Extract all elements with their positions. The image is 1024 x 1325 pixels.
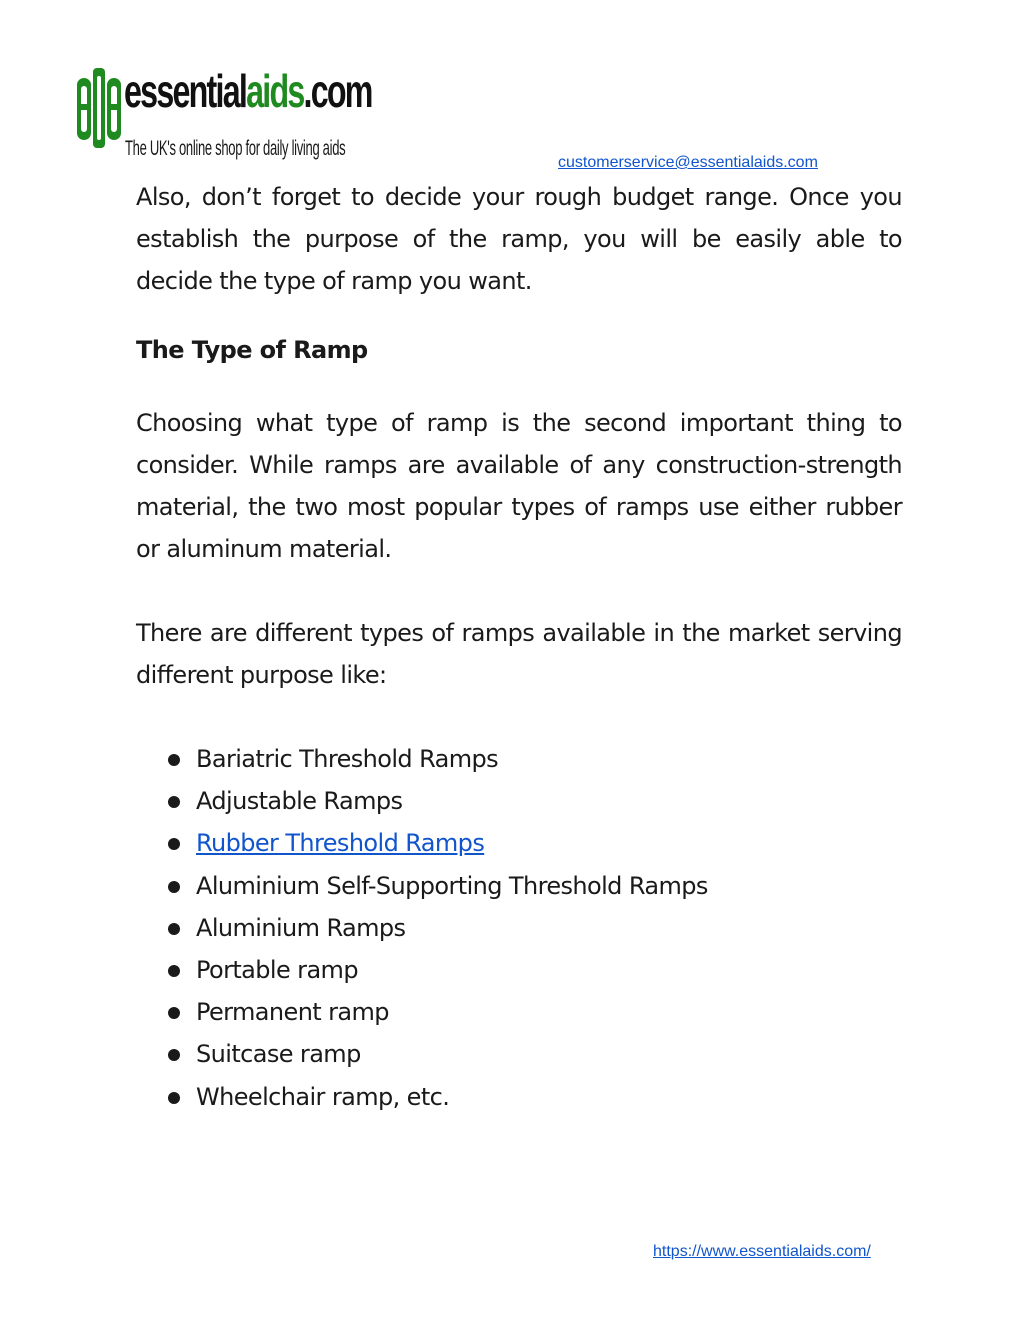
list-item — [136, 907, 902, 949]
intro-paragraph: Also, don’t forget to decide your rough budget range. Once you establish the purpose of the ramp, you will be easily able to decide the type of ramp you want. — [136, 183, 902, 295]
logo-tagline: The UK's online shop for daily living aids — [125, 137, 346, 160]
ramp-type-label: Bariatric Threshold Ramps — [196, 745, 499, 773]
ramp-type-label: Permanent ramp — [196, 998, 389, 1027]
bullet-icon — [168, 1049, 180, 1061]
customer-service-email-link[interactable]: customerservice@essentialaids.com — [558, 154, 818, 171]
list-item — [136, 738, 902, 780]
ramp-type-label: Adjustable Ramps — [196, 787, 403, 816]
ramp-type-label: Aluminium Ramps — [196, 913, 406, 942]
rubber-threshold-ramps-link[interactable]: Rubber Threshold Ramps — [196, 829, 485, 858]
choosing-ramp-paragraph: Choosing what type of ramp is the second important thing to consider. While ramps are available of any construction-strength material, the two most popular types of ramps use either rubber or aluminum material. — [136, 409, 902, 563]
list-item — [136, 1033, 902, 1075]
ramp-types-intro-paragraph: There are different types of ramps available in the market serving different purpose like: — [136, 619, 902, 689]
logo-wordmark-essential: essential — [124, 65, 247, 117]
list-item — [136, 991, 902, 1033]
ramp-types-list — [136, 738, 902, 1118]
website-link[interactable]: https://www.essentialaids.com/ — [653, 1243, 871, 1260]
document-body — [136, 176, 902, 1118]
bullet-icon — [168, 754, 180, 766]
list-item — [136, 822, 902, 864]
ramp-type-label: Aluminium Self-Supporting Threshold Ramps — [196, 871, 708, 900]
bullet-icon — [168, 923, 180, 935]
list-item — [136, 780, 902, 822]
site-logo[interactable] — [76, 58, 372, 168]
list-item — [136, 1076, 902, 1118]
logo-wordmark-aids: aids — [246, 65, 304, 117]
bullet-icon — [168, 881, 180, 893]
ramp-type-label: Suitcase ramp — [196, 1040, 361, 1069]
bullet-icon — [168, 838, 180, 850]
logo-wordmark-suffix: .com — [303, 65, 372, 117]
section-heading: The Type of Ramp — [136, 336, 368, 364]
list-item — [136, 865, 902, 907]
logo-wordmark — [124, 58, 372, 124]
bullet-icon — [168, 965, 180, 977]
bullet-icon — [168, 796, 180, 808]
bullet-icon — [168, 1092, 180, 1104]
bullet-icon — [168, 1007, 180, 1019]
list-item — [136, 949, 902, 991]
ramp-type-label: Wheelchair ramp, etc. — [196, 1082, 450, 1111]
ea-monogram-icon — [76, 64, 122, 152]
ramp-type-label: Portable ramp — [196, 956, 358, 985]
